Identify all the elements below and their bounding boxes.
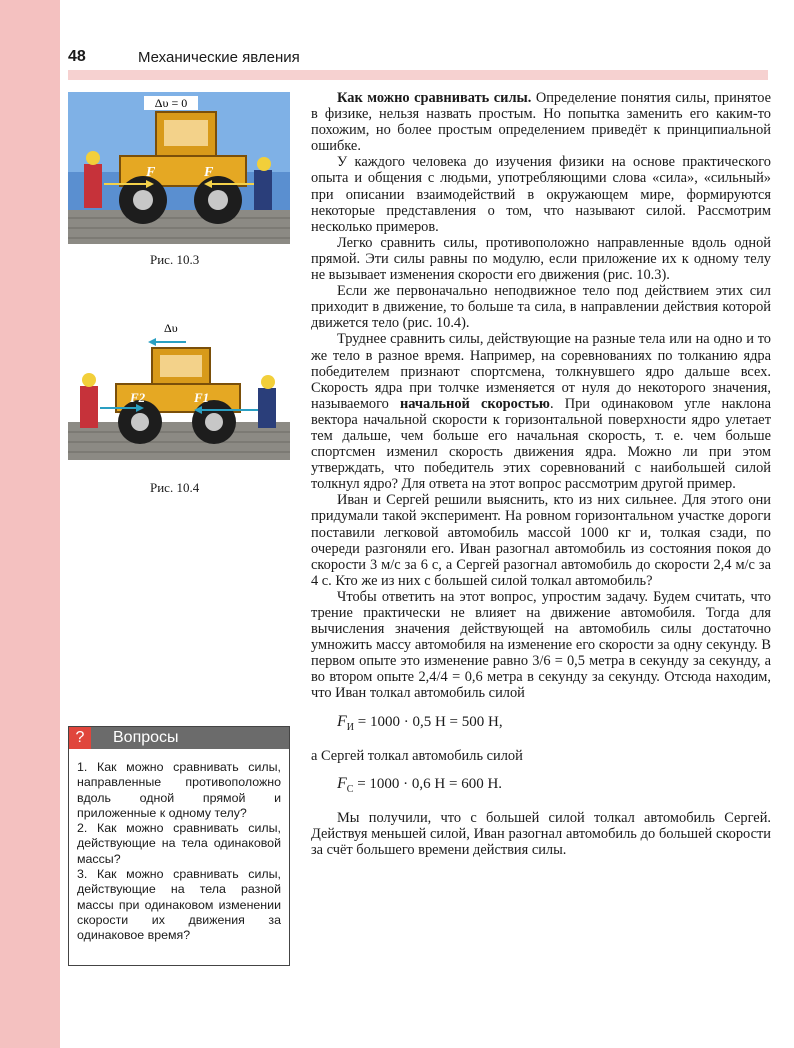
question-mark-icon: ?: [69, 727, 91, 749]
force-left-label: F: [146, 165, 156, 180]
question-item: 2. Как можно сравнивать силы, действующие на тела одинаковой массы?: [77, 821, 281, 866]
force-f2-label: F2: [130, 390, 146, 405]
formula-variable: F: [337, 712, 347, 730]
figure-10-3-image: [68, 92, 290, 244]
paragraph: Легко сравнить силы, противоположно направленные вдоль одной прямой. Эти силы равны по модулю, если приложение их к одному телу не вызывает изменения скорости его движения (рис. 10.3).: [311, 234, 771, 284]
paragraph-text: Определение понятия силы, принятое в физике, нельзя назвать простым. Но попытка заменить его каким-то похожим, но более простым определением приведёт к принципиальной ошибке.: [311, 90, 771, 155]
paragraph: Если же первоначально неподвижное тело под действием этих сил приходит в движение, то больше та сила, в направлении действия которой движется тело (рис. 10.4).: [311, 283, 771, 332]
page-number: 48: [68, 48, 86, 65]
figure-10-4-image: [68, 318, 290, 460]
paragraph-heading: Как можно сравнивать силы.: [337, 90, 532, 106]
paragraph: [311, 331, 771, 492]
paragraph: У каждого человека до изучения физики на основе практического опыта и общения с людьми, употребляющими слова «сила», «сильный» при описании взаимодействий в окружающем мире, формируются некоторые представления о том, что называют силой. Рассмотрим несколько примеров.: [311, 154, 771, 235]
force-f1-label: F1: [194, 390, 210, 405]
page-margin-strip: [0, 0, 60, 1048]
paragraph-text: Труднее сравнить силы, действующие на разные тела или на одно и то же тело в разное время. Например, на соревнованиях по толканию ядра победителем признают спортсмена, толкнувшего ядро дальше всех. Скорость ядра при толчке изменяется от нуля до некоторого значения, называемого: [311, 331, 771, 412]
term-initial-velocity: начальной скоростью: [400, 395, 550, 412]
paragraph: Чтобы ответить на этот вопрос, упростим задачу. Будем считать, что трение практически не влияет на движение автомобиля. Тогда для вычисления значения действующей на автомобиль силы достаточно умножить массу автомобиля на изменение его скорости за одну секунду. В первом опыте это изменение равно 3/6 = 0,5 метра в секунду за секунду, а во втором опыте 2,4/4 = 0,6 метра в секунду за секунду. Отсюда находим, что Иван толкал автомобиль силой: [311, 588, 771, 702]
figure-10-4-label: Δυ: [164, 321, 178, 335]
figure-10-4-caption: Рис. 10.4: [150, 480, 200, 495]
question-item: 1. Как можно сравнивать силы, направленные противоположно вдоль одной прямой и приложенные к одному телу?: [77, 760, 281, 820]
questions-box: [68, 726, 290, 966]
questions-header: [69, 727, 289, 749]
force-right-label: F: [204, 165, 214, 180]
paragraph: [311, 90, 771, 154]
questions-list: [77, 755, 281, 944]
figure-10-3-label: Δυ = 0: [154, 96, 188, 110]
formula-expression: = 1000 · 0,6 Н = 600 Н.: [353, 775, 503, 792]
main-text: [311, 90, 771, 858]
formula-expression: = 1000 · 0,5 Н = 500 Н,: [354, 713, 503, 730]
running-head: Механические явления: [138, 49, 300, 66]
paragraph: Мы получили, что с большей силой толкал автомобиль Сергей. Действуя меньшей силой, Иван разогнал автомобиль до большей скорости за счёт большего времени действия силы.: [311, 809, 771, 859]
paragraph-text: . При одинаковом угле наклона вектора начальной скорости к горизонтальной поверхности ядро улетает тем дальше, чем больше его начальная скорость, т. е. чем больше спортсмен изменил скорость движения ядра. Можно ли при этом утверждать, что победитель этих соревнований с наибольшей силой толкнул ядро? Для ответа на этот вопрос рассмотрим другой пример.: [311, 395, 771, 493]
questions-title: Вопросы: [113, 729, 179, 746]
question-item: 3. Как можно сравнивать силы, действующие на тела разной массы при одинаковом изменении скорости их движения за одинаковое время?: [77, 867, 281, 943]
formula-sergey: [337, 776, 771, 798]
figure-10-3-caption: Рис. 10.3: [150, 252, 200, 267]
header-rule: [68, 70, 768, 80]
formula-variable: F: [337, 774, 347, 792]
formula-subscript: И: [346, 721, 355, 733]
formula-subscript: С: [346, 783, 354, 795]
paragraph: Иван и Сергей решили выяснить, кто из них сильнее. Для этого они придумали такой эксперимент. На ровном горизонтальном участке дороги поставили легковой автомобиль массой 1000 кг и, толкая сзади, по очереди разгоняли его. Иван разогнал автомобиль из состояния покоя до скорости 3 м/с за 6 с, а Сергей разогнал автомобиль до скорости 2,4 м/с за 4 с. Кто же из них с большей силой толкал автомобиль?: [311, 492, 771, 589]
paragraph: а Сергей толкал автомобиль силой: [311, 747, 523, 764]
formula-ivan: [337, 714, 771, 736]
